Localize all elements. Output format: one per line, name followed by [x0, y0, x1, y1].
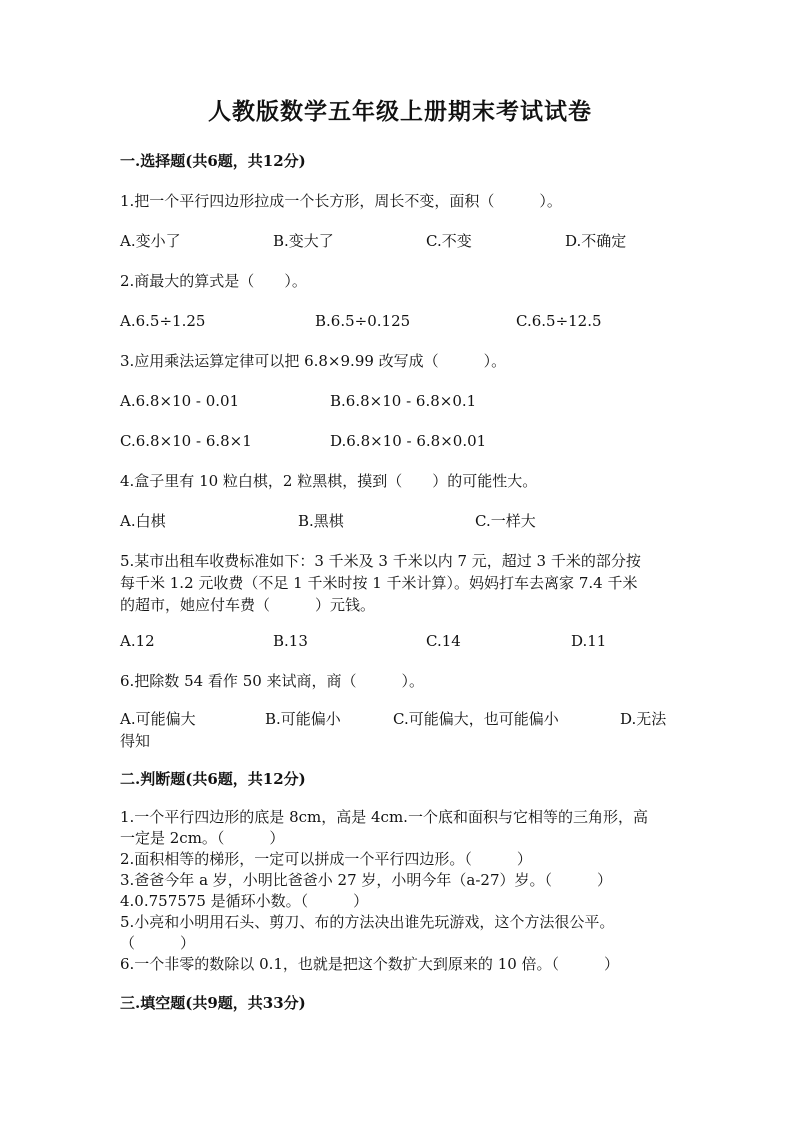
question-4-option-a: A.白棋 — [120, 512, 166, 530]
judgement-line-1: 1.一个平行四边形的底是 8cm，高是 4cm.一个底和面积与它相等的三角形，高 — [120, 808, 648, 826]
question-3-stem: 3.应用乘法运算定律可以把 6.8×9.99 改写成（ ）。 — [120, 352, 507, 370]
question-5-stem-line-1: 5.某市出租车收费标准如下：3 千米及 3 千米以内 7 元，超过 3 千米的部分按 — [120, 552, 641, 570]
question-3-option-a: A.6.8×10 - 0.01 — [120, 392, 240, 410]
question-1-option-a: A.变小了 — [120, 232, 181, 250]
question-3-option-b: B.6.8×10 - 6.8×0.1 — [330, 392, 477, 410]
question-1-option-b: B.变大了 — [273, 232, 334, 250]
question-5-option-c: C.14 — [426, 632, 461, 650]
question-6-option-a: A.可能偏大 — [120, 710, 196, 728]
question-6-option-b: B.可能偏小 — [265, 710, 341, 728]
question-3-option-c: C.6.8×10 - 6.8×1 — [120, 432, 252, 450]
section-heading-true-false: 二.判断题(共6题，共12分) — [120, 770, 306, 788]
question-1-option-c: C.不变 — [426, 232, 472, 250]
question-1-stem: 1.把一个平行四边形拉成一个长方形，周长不变，面积（ ）。 — [120, 192, 562, 210]
page-title: 人教版数学五年级上册期末考试试卷 — [208, 98, 592, 125]
question-1-option-d: D.不确定 — [565, 232, 627, 250]
question-4-option-c: C.一样大 — [475, 512, 536, 530]
question-5-stem-line-2: 每千米 1.2 元收费（不足 1 千米时按 1 千米计算）。妈妈打车去离家 7.4 千米 — [120, 574, 638, 592]
judgement-line-4: 3.爸爸今年 a 岁，小明比爸爸小 27 岁，小明今年（a-27）岁。（ ） — [120, 871, 613, 889]
section-heading-multiple-choice: 一.选择题(共6题，共12分) — [120, 152, 306, 170]
question-2-option-a: A.6.5÷1.25 — [120, 312, 206, 330]
question-6-option-d-continued: 得知 — [120, 732, 151, 750]
question-6-option-c: C.可能偏大，也可能偏小 — [393, 710, 559, 728]
judgement-line-2: 一定是 2cm。（ ） — [120, 829, 285, 847]
question-5-option-d: D.11 — [571, 632, 607, 650]
question-5-stem-line-3: 的超市，她应付车费（ ）元钱。 — [120, 596, 376, 614]
question-4-option-b: B.黑棋 — [298, 512, 344, 530]
question-2-option-c: C.6.5÷12.5 — [516, 312, 602, 330]
judgement-line-7: （ ） — [120, 934, 196, 952]
judgement-line-3: 2.面积相等的梯形，一定可以拼成一个平行四边形。（ ） — [120, 850, 532, 868]
question-2-option-b: B.6.5÷0.125 — [315, 312, 411, 330]
judgement-line-5: 4.0.757575 是循环小数。（ ） — [120, 892, 369, 910]
judgement-line-6: 5.小亮和小明用石头、剪刀、布的方法决出谁先玩游戏，这个方法很公平。 — [120, 913, 615, 931]
question-3-option-d: D.6.8×10 - 6.8×0.01 — [330, 432, 487, 450]
question-6-stem: 6.把除数 54 看作 50 来试商，商（ ）。 — [120, 672, 425, 690]
question-5-option-b: B.13 — [273, 632, 308, 650]
question-4-stem: 4.盒子里有 10 粒白棋，2 粒黑棋，摸到（ ）的可能性大。 — [120, 472, 538, 490]
question-6-option-d: D.无法 — [620, 710, 667, 728]
judgement-line-8: 6.一个非零的数除以 0.1，也就是把这个数扩大到原来的 10 倍。（ ） — [120, 955, 620, 973]
question-2-stem: 2.商最大的算式是（ ）。 — [120, 272, 307, 290]
question-5-option-a: A.12 — [120, 632, 155, 650]
section-heading-fill-in: 三.填空题(共9题，共33分) — [120, 994, 306, 1012]
